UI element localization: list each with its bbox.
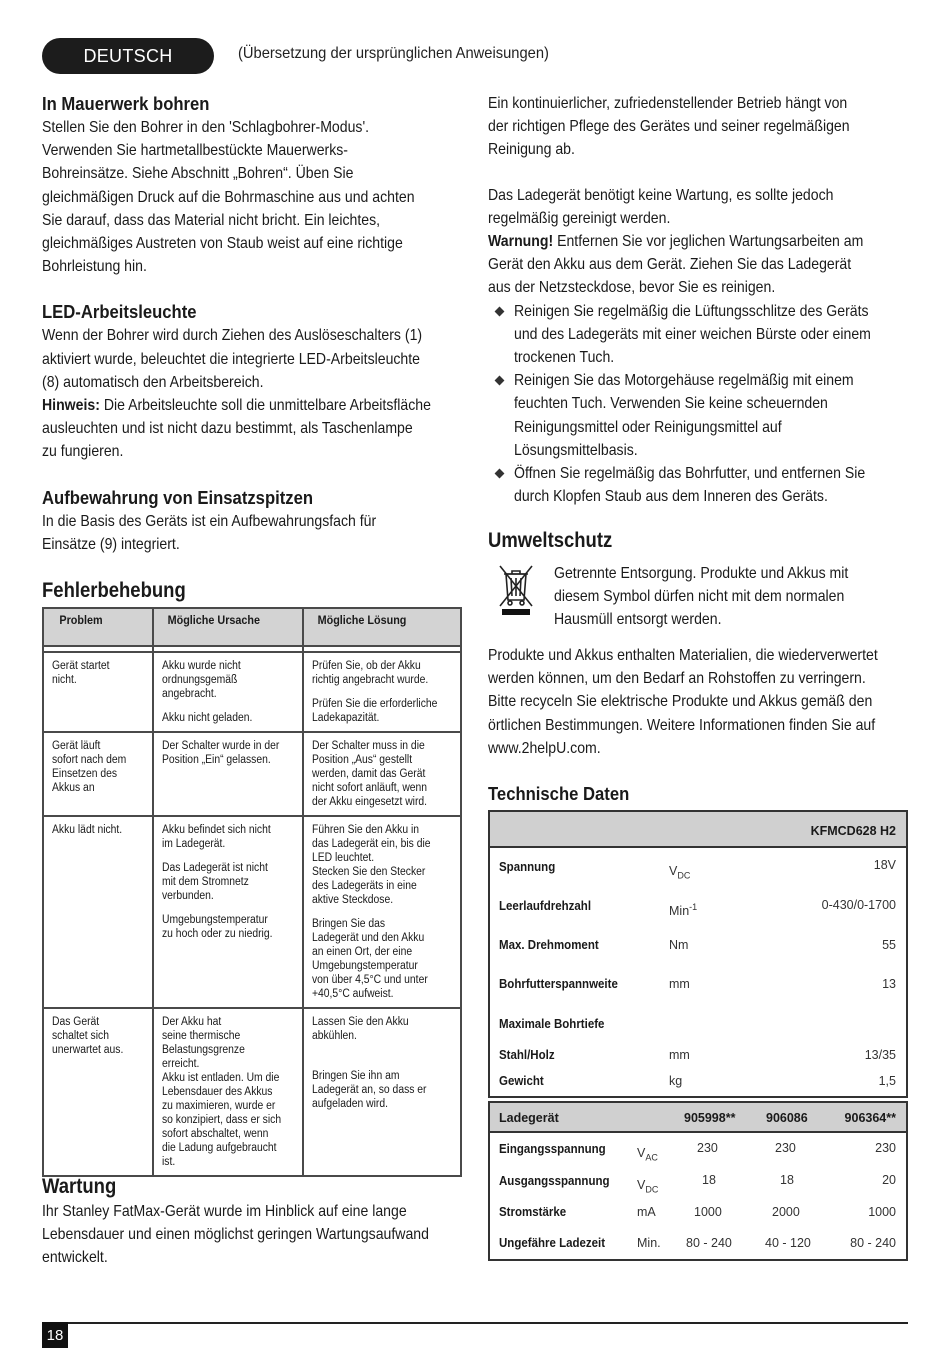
tech-table-header <box>490 812 906 848</box>
cause-cell: Akku wurde nicht ordnungsgemäß angebracht. Akku nicht geladen. <box>153 652 303 732</box>
table-header-problem: Problem <box>43 608 153 646</box>
charger-data-table <box>488 1101 908 1261</box>
language-badge: DEUTSCH <box>42 38 214 74</box>
solution-cell: Prüfen Sie, ob der Akku richtig angebracht wurde. Prüfen Sie die erforderliche Ladekapazität. <box>303 652 461 732</box>
led-text: Wenn der Bohrer wird durch Ziehen des Auslöseschalters (1) aktiviert wurde, beleuchtet die integrierte LED-Arbeitsleuchte (8) automatisch den Arbeitsbereich. Hinweis: Die Arbeitsleuchte soll die unmittelbare Arbeitsfläche ausleuchten und ist nicht dazu bestimmt, als Taschenlampe zu fungieren. <box>42 327 431 461</box>
table-header-cause: Mögliche Ursache <box>153 608 303 646</box>
recycling-text: Produkte und Akkus enthalten Materialien, die wiederverwertet werden können, um den Bedarf an Rohstoffen zu verringern. Bitte recyceln Sie elektrische Produkte und Akkus gemäß den örtlichen Bestimmungen. Weitere Informationen finden Sie auf www.2helpU.com. <box>488 647 878 757</box>
maintenance-text: Ihr Stanley FatMax-Gerät wurde im Hinblick auf eine lange Lebensdauer und einen möglichst geringen Wartungsaufwand entwickelt. <box>42 1203 429 1267</box>
masonry-text: Stellen Sie den Bohrer in den 'Schlagbohrer-Modus'. Verwenden Sie hartmetallbestückte Mauerwerks- Bohreinsätze. Siehe Abschnitt „Bohren“. Üben Sie gleichmäßigen Druck auf die Bohrmaschine aus und achten Sie darauf, dass das Material nicht bricht. Ein leichtes, gleichmäßiges Austreten von Staub weist auf eine richtige Bohrleistung hin. <box>42 119 415 276</box>
section-title-maintenance: Wartung <box>42 1175 117 1198</box>
warning-label: Warnung! <box>488 233 554 251</box>
right-column <box>488 92 910 554</box>
bullet-diamond-icon <box>495 469 505 479</box>
crossed-bin-icon <box>496 564 536 616</box>
charger-model: 905998** <box>684 1111 736 1125</box>
table-row: Maximale Bohrtiefe <box>499 1017 605 1031</box>
table-row: Gewicht kg 1,5 <box>499 1074 896 1088</box>
section-title-troubleshooting: Fehlerbehebung <box>42 579 186 603</box>
table-row: Eingangsspannung $V_{AC}$ 230 230 230 <box>499 1141 896 1163</box>
table-row: Spannung $V_{DC}$ 18V <box>499 858 896 881</box>
table-row: Bohrfutterspannweite mm 13 <box>499 977 896 991</box>
page-number: 18 <box>42 1322 68 1348</box>
problem-cell: Gerät läuft sofort nach dem Einsetzen des Akkus an <box>43 732 153 816</box>
translation-note: (Übersetzung der ursprünglichen Anweisungen) <box>238 45 549 62</box>
cause-cell: Der Schalter wurde in der Position „Ein“ gelassen. <box>153 732 303 816</box>
table-row <box>43 816 461 1008</box>
charger-table-header <box>490 1103 906 1133</box>
charger-header-label: Ladegerät <box>499 1111 559 1125</box>
bullet-diamond-icon <box>495 376 505 386</box>
section-title-tech-data: Technische Daten <box>488 783 630 804</box>
footer-divider <box>42 1322 908 1324</box>
table-row <box>43 732 461 816</box>
cause-cell: Der Akku hat seine thermische Belastungsgrenze erreicht. Akku ist entladen. Um die Lebensdauer des Akkus zu maximieren, wurde er so konzipiert, dass er sich sofort abschaltet, wenn die Ladung aufgebraucht ist. <box>153 1008 303 1176</box>
table-row: Max. Drehmoment Nm 55 <box>499 938 896 952</box>
troubleshooting-table <box>42 607 462 1177</box>
table-row <box>43 1008 461 1176</box>
weee-notice <box>488 562 910 634</box>
problem-cell: Akku lädt nicht. <box>43 816 153 1008</box>
solution-cell: Der Schalter muss in die Position „Aus“ gestellt werden, damit das Gerät nicht sofort anläuft, wenn der Akku eingesetzt wird. <box>303 732 461 816</box>
cleaning-bullets <box>488 300 910 509</box>
list-item: Reinigen Sie das Motorgehäuse regelmäßig mit einem feuchten Tuch. Verwenden Sie keine scheuernden Reinigungsmittel oder Reinigungsmittel auf Lösungsmittelbasis. <box>488 369 910 462</box>
problem-cell: Das Gerät schaltet sich unerwartet aus. <box>43 1008 153 1176</box>
table-header-solution: Mögliche Lösung <box>303 608 461 646</box>
charger-model: 906364** <box>844 1111 896 1125</box>
table-row: Leerlaufdrehzahl Min$^{-1}$ 0-430/0-1700 <box>499 898 896 919</box>
storage-text: In die Basis des Geräts ist ein Aufbewahrungsfach für Einsätze (9) integriert. <box>42 512 377 553</box>
model-number: KFMCD628 H2 <box>810 824 896 838</box>
solution-cell: Lassen Sie den Akku abkühlen. Bringen Sie ihn am Ladegerät an, so dass er aufgeladen wird. <box>303 1008 461 1176</box>
table-row: Ungefähre Ladezeit Min. 80 - 240 40 - 120 80 - 240 <box>499 1235 896 1250</box>
list-item: Reinigen Sie regelmäßig die Lüftungsschlitze des Geräts und des Ladegeräts mit einer weichen Bürste oder einem trockenen Tuch. <box>488 300 910 370</box>
weee-text: Getrennte Entsorgung. Produkte und Akkus mit diesem Symbol dürfen nicht mit dem normalen Hausmüll entsorgt werden. <box>554 565 849 629</box>
section-title-led: LED-Arbeitsleuchte <box>42 301 197 323</box>
care-intro-text: Ein kontinuierlicher, zufriedenstellender Betrieb hängt von der richtigen Pflege des Gerätes und seiner regelmäßigen Reinigung ab. <box>488 95 850 159</box>
note-label: Hinweis: <box>42 397 100 415</box>
tech-data-table <box>488 810 908 1098</box>
charger-care-text: Das Ladegerät benötigt keine Wartung, es sollte jedoch regelmäßig gereinigt werden. Warnung! Entfernen Sie vor jeglichen Wartungsarbeiten am Gerät den Akku aus dem Gerät. Ziehen Sie das Ladegerät aus der Netzsteckdose, bevor Sie es reinigen. <box>488 186 864 297</box>
solution-cell: Führen Sie den Akku in das Ladegerät ein, bis die LED leuchtet. Stecken Sie den Stecker des Ladegeräts in eine aktive Steckdose. Bringen Sie das Ladegerät und den Akku an einen Ort, der eine Umgebungstemperatur von über 4,5°C und unter +40,5°C aufweist. <box>303 816 461 1008</box>
section-title-storage: Aufbewahrung von Einsatzspitzen <box>42 486 314 508</box>
table-row: Stahl/Holz mm 13/35 <box>499 1048 896 1062</box>
left-column <box>42 92 466 604</box>
section-title-environment: Umweltschutz <box>488 529 613 553</box>
table-row <box>43 652 461 732</box>
list-item: Öffnen Sie regelmäßig das Bohrfutter, und entfernen Sie durch Klopfen Staub aus dem Inneren des Geräts. <box>488 462 910 508</box>
cause-cell: Akku befindet sich nicht im Ladegerät. Das Ladegerät ist nicht mit dem Stromnetz verbunden. Umgebungstemperatur zu hoch oder zu niedrig. <box>153 816 303 1008</box>
charger-model: 906086 <box>766 1111 808 1125</box>
table-row: Ausgangsspannung $V_{DC}$ 18 18 20 <box>499 1172 896 1194</box>
table-row: Stromstärke mA 1000 2000 1000 <box>499 1205 896 1219</box>
problem-cell: Gerät startet nicht. <box>43 652 153 732</box>
maintenance-section <box>42 1174 466 1270</box>
bullet-diamond-icon <box>495 306 505 316</box>
section-title-masonry: In Mauerwerk bohren <box>42 93 210 114</box>
